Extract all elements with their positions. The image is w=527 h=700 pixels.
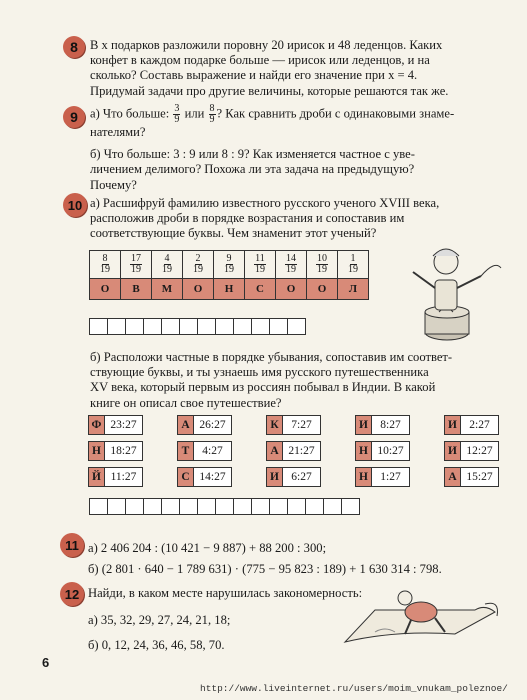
answer-box[interactable] (197, 498, 216, 515)
fraction-denominator: 19 (286, 264, 296, 275)
pair-value: 23:27 (105, 416, 142, 434)
fraction-numerator: 3 (174, 103, 180, 114)
task-10-b-line-4: книге он описал свое путешествие? (90, 395, 282, 410)
pair-letter: И (356, 416, 372, 434)
fraction-cell (183, 251, 214, 279)
pair-value: 21:27 (283, 442, 320, 460)
answer-box[interactable] (197, 318, 216, 335)
letter-cell: О (307, 279, 338, 300)
fraction-denominator: 19 (131, 264, 141, 275)
answer-boxes-10a (89, 318, 305, 335)
task-8-line-3: сколько? Составь выражение и найди его значение при x = 4. (90, 68, 418, 83)
fraction-denominator: 19 (162, 264, 172, 275)
fraction-cell (338, 251, 369, 279)
answer-box[interactable] (215, 498, 234, 515)
task-10-b-line-3: XV века, который первым из россиян побывал в Индии. В какой (90, 380, 436, 395)
explorer-map-illustration (335, 582, 505, 657)
answer-box[interactable] (287, 498, 306, 515)
fraction-denominator: 9 (174, 114, 180, 125)
pair-value: 10:27 (372, 442, 409, 460)
answer-box[interactable] (143, 498, 162, 515)
answer-box[interactable] (251, 498, 270, 515)
answer-box[interactable] (179, 318, 198, 335)
answer-box[interactable] (161, 318, 180, 335)
quotient-pair (266, 415, 321, 435)
fraction (254, 254, 266, 275)
task-12-b: б) 0, 12, 24, 36, 46, 58, 70. (88, 638, 225, 652)
fraction-numerator: 11 (255, 253, 265, 264)
task-11-b: б) (2 801 · 640 − 1 789 631) · (775 − 95 823 : 189) + 1 630 314 : 798. (88, 562, 442, 576)
pair-letter: А (178, 416, 194, 434)
fraction-cell (90, 251, 121, 279)
fraction-denominator: 19 (348, 264, 358, 275)
task-10-b-line-1: б) Расположи частные в порядке убывания, сопоставив им соответ- (90, 350, 453, 364)
task-8-text (90, 38, 510, 99)
pair-value: 1:27 (372, 468, 409, 486)
pair-letter: Т (178, 442, 194, 460)
answer-boxes-10b (89, 498, 359, 515)
pair-value: 4:27 (194, 442, 231, 460)
answer-box[interactable] (341, 498, 360, 515)
task-12-badge (60, 582, 84, 606)
pair-letter: С (178, 468, 194, 486)
answer-box[interactable] (107, 498, 126, 515)
pair-value: 11:27 (105, 468, 142, 486)
letter-cell: Л (338, 279, 369, 300)
task-10-a-line-2: расположив дроби в порядке возрастания и сопоставив им (90, 211, 405, 226)
fraction (100, 254, 110, 275)
quotient-pair (266, 441, 321, 461)
answer-box[interactable] (89, 318, 108, 335)
quotient-pair (177, 441, 232, 461)
fraction (224, 254, 234, 275)
quotient-pair (355, 415, 410, 435)
pair-letter: Н (356, 442, 372, 460)
fraction-numerator: 2 (195, 253, 201, 264)
fraction-numerator: 10 (317, 253, 327, 264)
fraction (193, 254, 203, 275)
task-9-text (90, 104, 510, 193)
task-10-number: 10 (67, 197, 83, 213)
fraction-numerator: 1 (350, 253, 356, 264)
pair-letter: И (445, 416, 461, 434)
task-8-line-1: В x подарков разложили поровну 20 ирисок и 48 леденцов. Каких (90, 38, 443, 52)
quotient-pair (177, 415, 232, 435)
fraction-row (90, 251, 369, 279)
fraction-letter-table (89, 250, 369, 300)
fraction-cell (276, 251, 307, 279)
pair-letter: Ф (89, 416, 105, 434)
task-8-number: 8 (70, 39, 78, 55)
letter-cell: М (152, 279, 183, 300)
quotient-pair (444, 441, 499, 461)
letter-cell: О (90, 279, 121, 300)
letter-cell: Н (214, 279, 245, 300)
task-11-badge (60, 533, 84, 557)
quotient-pair (444, 415, 499, 435)
fraction-numerator: 8 (102, 253, 108, 264)
scientist-statue-illustration (395, 232, 505, 347)
pair-letter: А (267, 442, 283, 460)
fraction-cell (152, 251, 183, 279)
pair-letter: А (445, 468, 461, 486)
answer-box[interactable] (89, 498, 108, 515)
letter-cell: О (183, 279, 214, 300)
task-12-a: а) 35, 32, 29, 27, 24, 21, 18; (88, 613, 231, 627)
pair-value: 6:27 (283, 468, 320, 486)
fraction-cell (121, 251, 152, 279)
answer-box[interactable] (305, 498, 324, 515)
pair-letter: И (445, 442, 461, 460)
fraction-denominator: 19 (254, 264, 265, 275)
answer-box[interactable] (323, 498, 342, 515)
task-9-a-line-2: нателями? (90, 125, 146, 139)
fraction-cell (245, 251, 276, 279)
answer-box[interactable] (287, 318, 306, 335)
task-11-number: 11 (65, 537, 79, 553)
quotient-pair (266, 467, 321, 487)
fraction (130, 254, 142, 275)
pair-value: 2:27 (461, 416, 498, 434)
task-9-a-line-1 (90, 104, 510, 125)
task-10-b-line-2: ствующие буквы, и ты узнаешь имя русского путешественника (90, 365, 429, 380)
answer-box[interactable] (251, 318, 270, 335)
fraction-denominator: 19 (193, 264, 203, 275)
pair-value: 8:27 (372, 416, 409, 434)
pair-value: 7:27 (283, 416, 320, 434)
fraction-numerator: 17 (131, 253, 141, 264)
answer-box[interactable] (269, 318, 288, 335)
source-url: http://www.liveinternet.ru/users/moim_vnukam_poleznoe/ (200, 683, 508, 694)
task-12-question: Найди, в каком месте нарушилась закономерность: (88, 586, 363, 600)
task-9-b-line-1: б) Что больше: 3 : 9 или 8 : 9? Как изменяется частное с уве- (90, 147, 415, 162)
letter-cell: В (121, 279, 152, 300)
task-8-badge (63, 36, 85, 58)
fraction-denominator: 19 (100, 264, 110, 275)
fraction-numerator: 14 (286, 253, 296, 264)
task-9-badge (63, 106, 85, 128)
fraction (162, 254, 172, 275)
task-9-a-suffix: ? Как сравнить дроби с одинаковыми знаме- (216, 106, 455, 121)
quotient-pair (88, 441, 143, 461)
answer-box[interactable] (107, 318, 126, 335)
fraction-3-9 (173, 104, 180, 125)
fraction-numerator: 8 (209, 103, 215, 114)
page-number: 6 (42, 655, 50, 670)
task-8-line-2: конфет в каждом подарке больше — ирисок или леденцов, и на (90, 53, 430, 68)
pair-value: 18:27 (105, 442, 142, 460)
task-9-b-line-3: Почему? (90, 177, 137, 192)
pair-letter: К (267, 416, 283, 434)
fraction-denominator: 9 (209, 114, 215, 125)
fraction-numerator: 4 (164, 253, 170, 264)
task-11-a: а) 2 406 204 : (10 421 − 9 887) + 88 200 : 300; (88, 541, 327, 555)
fraction-denominator: 19 (224, 264, 234, 275)
fraction-numerator: 9 (226, 253, 232, 264)
quotient-pair (444, 467, 499, 487)
task-8-line-4: Придумай задачи про другие величины, которые решаются так же. (90, 83, 449, 98)
answer-box[interactable] (161, 498, 180, 515)
answer-box[interactable] (179, 498, 198, 515)
pair-letter: Й (89, 468, 105, 486)
pair-value: 12:27 (461, 442, 498, 460)
task-9-number: 9 (70, 109, 78, 125)
answer-box[interactable] (233, 498, 252, 515)
answer-box[interactable] (143, 318, 162, 335)
task-10-a-line-1: а) Расшифруй фамилию известного русского ученого XVIII века, (90, 196, 440, 210)
task-9-b-line-2: личением делимого? Похожа ли эта задача на предыдущую? (90, 162, 415, 177)
fraction-cell (214, 251, 245, 279)
task-10-badge (63, 193, 87, 217)
pair-letter: Н (356, 468, 372, 486)
fraction-denominator: 19 (317, 264, 327, 275)
letter-cell: О (276, 279, 307, 300)
fraction-8-9 (209, 104, 216, 125)
fraction-cell (307, 251, 338, 279)
answer-box[interactable] (215, 318, 234, 335)
task-9-a-prefix: а) Что больше: (90, 106, 170, 121)
fraction (348, 254, 358, 275)
pair-value: 26:27 (194, 416, 231, 434)
pair-value: 15:27 (461, 468, 498, 486)
letter-row (90, 279, 369, 300)
task-11-text (88, 538, 518, 580)
pair-letter: И (267, 468, 283, 486)
quotient-pair (88, 467, 143, 487)
answer-box[interactable] (233, 318, 252, 335)
quotient-pair (355, 467, 410, 487)
task-10-a-line-3: соответствующие буквы. Чем знаменит этот ученый? (90, 226, 377, 241)
answer-box[interactable] (125, 318, 144, 335)
task-10-b-text (90, 350, 510, 411)
quotient-pair (355, 441, 410, 461)
letter-cell: С (245, 279, 276, 300)
answer-box[interactable] (269, 498, 288, 515)
fraction (316, 254, 328, 275)
task-9-or: или (184, 106, 205, 121)
fraction (285, 254, 297, 275)
answer-box[interactable] (125, 498, 144, 515)
quotient-pair (177, 467, 232, 487)
pair-letter: Н (89, 442, 105, 460)
task-12-number: 12 (64, 586, 80, 602)
pair-value: 14:27 (194, 468, 231, 486)
quotient-pair (88, 415, 143, 435)
